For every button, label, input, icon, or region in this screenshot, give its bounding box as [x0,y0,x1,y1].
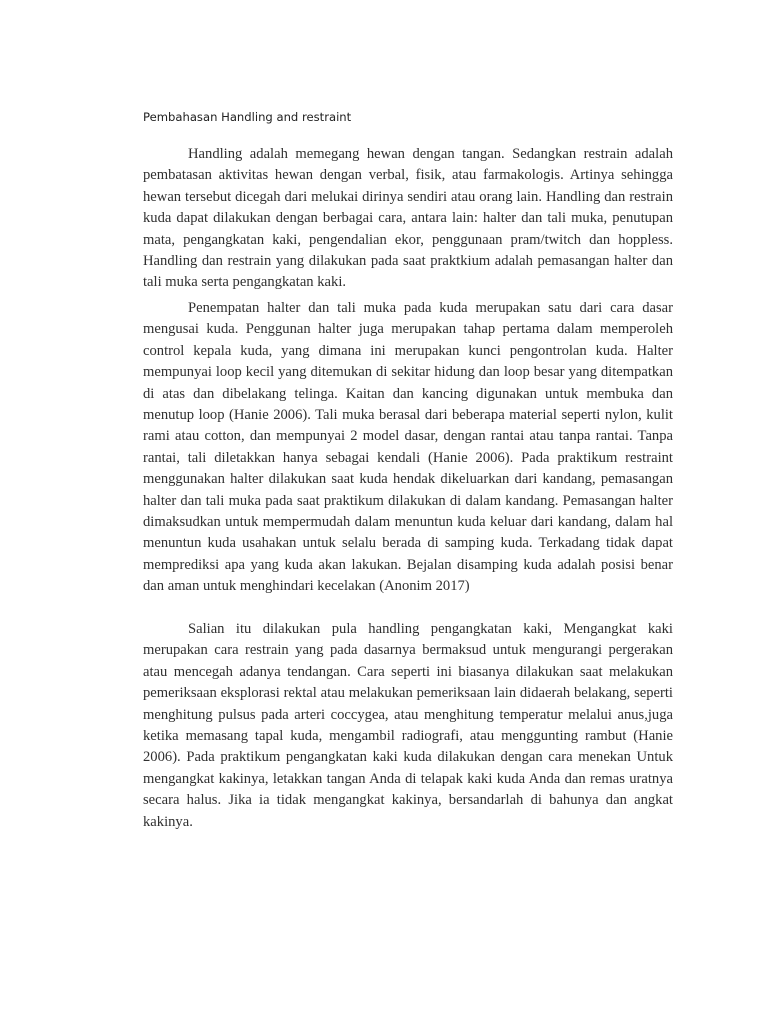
paragraph-leg-lifting: Salian itu dilakukan pula handling pengangkatan kaki, Mengangkat kaki merupakan cara restrain yang pada dasarnya bermaksud untuk mengurangi pergerakan atau mencegah adanya tendangan. Cara seperti ini biasanya dilakukan saat melakukan pemeriksaan eksplorasi rektal atau melakukan pemeriksaan lain didaerah belakang, seperti menghitung pulsus pada arteri coccygea, atau menghitung temperatur melalui anus,juga ketika memasang tapal kuda, mengambil radiografi, atau menggunting rambut (Hanie 2006). Pada praktikum pengangkatan kaki kuda dilakukan dengan cara menekan Untuk mengangkat kakinya, letakkan tangan Anda di telapak kaki kuda Anda dan remas uratnya secara halus. Jika ia tidak mengangkat kakinya, bersandarlah di bahunya dan angkat kakinya. [143,621,673,830]
section-heading: Pembahasan Handling and restraint [143,110,352,124]
paragraph-halter-placement: Penempatan halter dan tali muka pada kuda merupakan satu dari cara dasar mengusai kuda. Penggunan halter juga merupakan tahap pertama dalam memperoleh control kepala kuda, yang dimana ini merupakan kunci pengontrolan kuda. Halter mempunyai loop kecil yang ditemukan di sekitar hidung dan loop besar yang ditempatkan di atas dan dibelakang telinga. Kaitan dan kancing digunakan untuk membuka dan menutup loop (Hanie 2006). Tali muka berasal dari beberapa material seperti nylon, kulit rami atau cotton, dan mempunyai 2 model dasar, dengan rantai atau tanpa rantai. Tanpa rantai, tali diletakkan hanya sebagai kendali (Hanie 2006). Pada praktikum restraint menggunakan halter dilakukan saat kuda hendak dikeluarkan dari kandang, pemasangan halter dan tali muka pada saat praktikum dilakukan di dalam kandang. Pemasangan halter dimaksudkan untuk mempermudah dalam menuntun kuda keluar dari kandang, dalam hal menuntun kuda usahakan untuk selalu berada di samping kuda. Terkadang tidak dapat memprediksi apa yang kuda akan lakukan. Bejalan disamping kuda adalah posisi benar dan aman untuk menghindari kecelakan (Anonim 2017) [143,300,673,595]
paragraph-handling-definition: Handling adalah memegang hewan dengan tangan. Sedangkan restrain adalah pembatasan aktivitas hewan dengan verbal, fisik, atau farmakologis. Artinya sehingga hewan tersebut dicegah dari melukai dirinya sendiri atau orang lain. Handling dan restrain kuda dapat dilakukan dengan berbagai cara, antara lain: halter dan tali muka, penutupan mata, pengangkatan kaki, pengendalian ekor, penggunaan pram/twitch dan hoppless. Handling dan restrain yang dilakukan pada saat praktkium adalah pemasangan halter dan tali muka serta pengangkatan kaki. [143,146,673,291]
